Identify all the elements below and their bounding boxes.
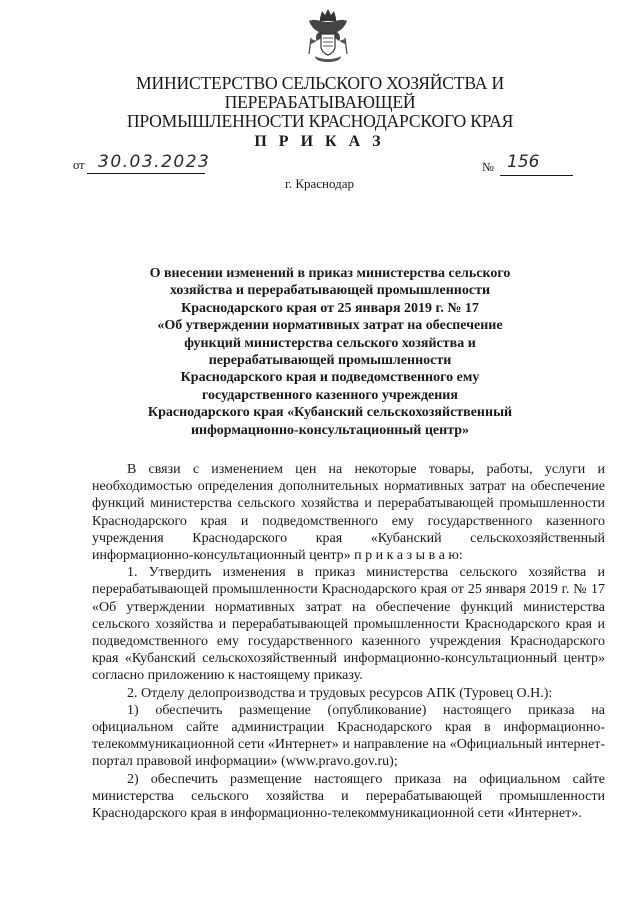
subject-line: функций министерства сельского хозяйства и bbox=[184, 335, 476, 351]
body-paragraph-preamble: В связи с изменением цен на некоторые товары, работы, услуги и необходимостью определения дополнительных нормативных затрат на обеспечение функций министерства сельского хозяйства и перерабатывающей промышленности Краснодарского края и подведомственного ему государственного казенного учреждения Краснодарского края «Кубанский сельскохозяйственный информационно-консультационный центр» п р и к а з ы в а ю: bbox=[92, 462, 605, 564]
body-paragraph-item-2-1: 1) обеспечить размещение (опубликование) настоящего приказа на официальном сайте администрации Краснодарского края в информационно-телекоммуникационной сети «Интернет» и направление на «Официальный интернет-портал правовой информации» (www.pravo.gov.ru); bbox=[92, 702, 605, 770]
subject-line: Краснодарского края и подведомственного ему bbox=[180, 370, 480, 386]
handwritten-date: 30.03.2023 bbox=[98, 152, 211, 172]
number-prefix: № bbox=[482, 160, 494, 174]
handwritten-number: 156 bbox=[507, 152, 540, 172]
subject-line: «Об утверждении нормативных затрат на обеспечение bbox=[157, 318, 503, 334]
ministry-line-2: ПРОМЫШЛЕННОСТИ КРАСНОДАРСКОГО КРАЯ bbox=[126, 111, 514, 131]
subject-line: информационно-консультационный центр» bbox=[190, 422, 470, 438]
body-paragraph-item-2: 2. Отделу делопроизводства и трудовых ресурсов АПК (Туровец О.Н.): bbox=[127, 685, 553, 701]
subject-line: государственного казенного учреждения bbox=[202, 387, 458, 403]
subject-line: О внесении изменений в приказ министерства сельского bbox=[149, 266, 511, 281]
city: г. Краснодар bbox=[284, 176, 355, 191]
body-paragraph-item-1: 1. Утвердить изменения в приказ министерства сельского хозяйства и перерабатывающей промышленности Краснодарского края от 25 января 2019 г. № 17 «Об утверждении нормативных затрат на обеспечение функций министерства сельского хозяйства и перерабатывающей промышленности Краснодарского края и подведомственного ему государственного казенного учреждения Краснодарского края «Кубанский сельскохозяйственный информационно-консультационный центр» согласно приложению к настоящему приказу. bbox=[92, 565, 605, 684]
ministry-line-1: МИНИСТЕРСТВО СЕЛЬСКОГО ХОЗЯЙСТВА И ПЕРЕРАБАТЫВАЮЩЕЙ bbox=[136, 73, 504, 112]
order-body bbox=[92, 461, 605, 822]
date-prefix: от bbox=[73, 158, 85, 172]
subject-line: перерабатывающей промышленности bbox=[208, 353, 452, 369]
subject-line: Краснодарского края «Кубанский сельскохозяйственный bbox=[147, 405, 513, 421]
order-title: П Р И К А З bbox=[254, 133, 385, 150]
subject-line: хозяйства и перерабатывающей промышленности bbox=[169, 283, 491, 299]
order-subject bbox=[120, 265, 540, 439]
subject-line: Краснодарского края от 25 января 2019 г. № 17 bbox=[181, 300, 479, 316]
ministry-name bbox=[40, 74, 600, 131]
body-paragraph-item-2-2: 2) обеспечить размещение настоящего приказа на официальном сайте министерства сельского хозяйства и перерабатывающей промышленности Краснодарского края в информационно-телекоммуникационной сети «Интернет». bbox=[92, 771, 605, 822]
date-underline bbox=[87, 173, 205, 174]
coat-of-arms-emblem bbox=[305, 8, 351, 64]
